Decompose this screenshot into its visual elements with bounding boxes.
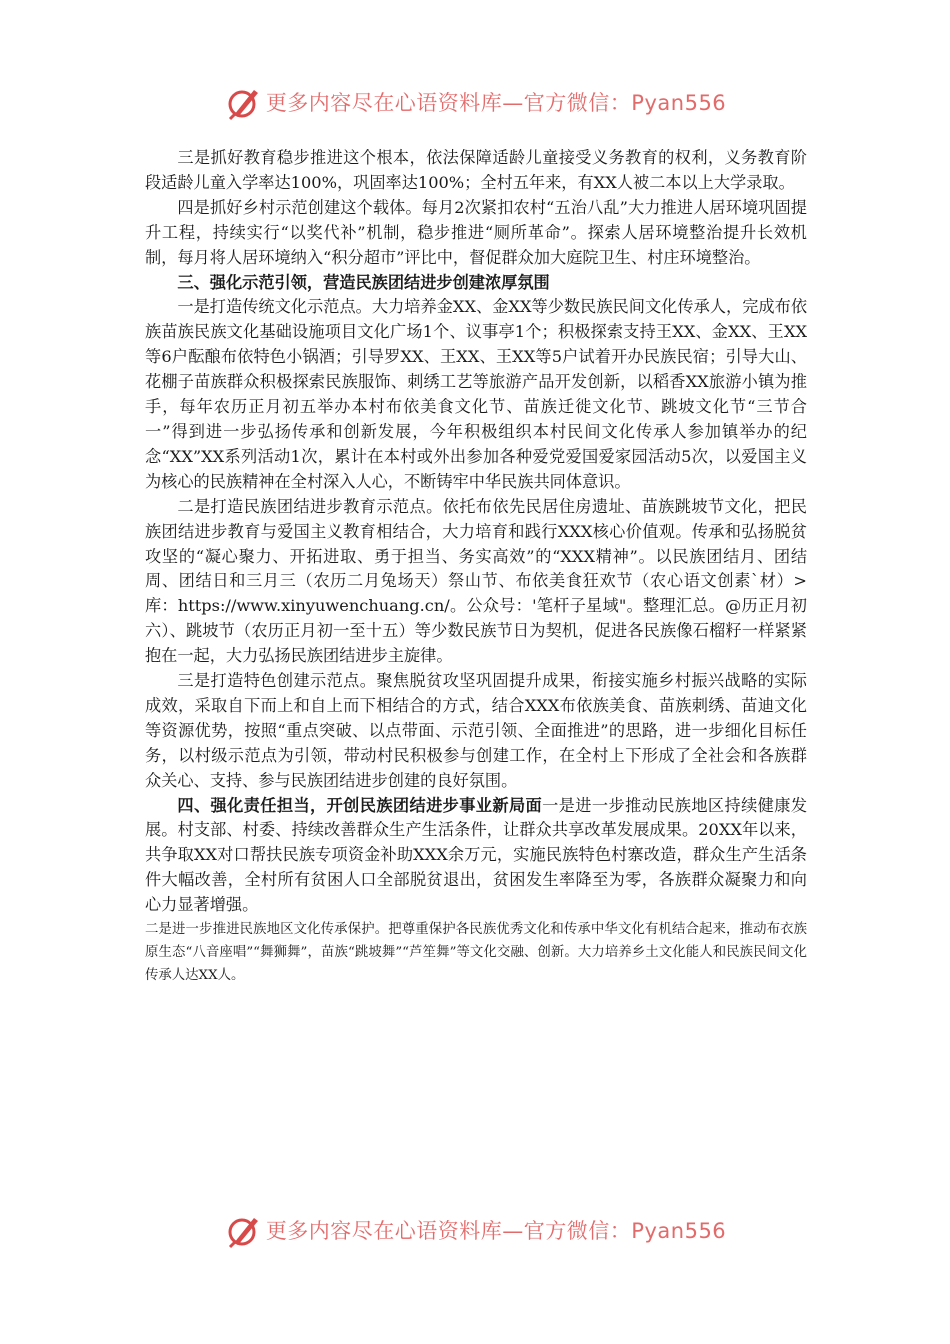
watermark-banner-top <box>0 82 950 122</box>
section-heading-4: 四、强化责任担当，开创民族团结进步事业新局面 <box>177 795 543 815</box>
watermark-banner-bottom <box>0 1210 950 1250</box>
watermark-text: 更多内容尽在心语资料库—官方微信：Pyan556 <box>265 1219 727 1243</box>
watermark-text: 更多内容尽在心语资料库—官方微信：Pyan556 <box>265 91 727 115</box>
pen-logo-icon <box>224 1210 264 1250</box>
paragraph-special-demo: 三是打造特色创建示范点。聚焦脱贫攻坚巩固提升成果，衔接实施乡村振兴战略的实际成效，采取自下而上和自上而下相结合的方式，结合XXX布依族美食、苗族刺绣、苗迪文化等资源优势，按照“重点突破、以点带面、示范引领、全面推进”的思路，进一步细化目标任务，以村级示范点为引领，带动村民积极参与创建工作，在全村上下形成了全社会和各族群众关心、支持、参与民族团结进步创建的良好氛围。 <box>145 671 807 790</box>
paragraph-section-4 <box>145 794 807 919</box>
paragraph-culture-demo: 一是打造传统文化示范点。大力培养金XX、金XX等少数民族民间文化传承人，完成布依族苗族民族文化基础设施项目文化广场1个、议事亭1个；积极探索支持王XX、金XX、王XX等6户酝酿布依特色小锅酒；引导罗XX、王XX、王XX等5户试着开办民族民宿；引导大山、花棚子苗族群众积极探索民族服饰、刺绣工艺等旅游产品开发创新，以稻香XX旅游小镇为推手，每年农历正月初五举办本村布依美食文化节、苗族迁徙文化节、跳坡文化节“三节合一”得到进一步弘扬传承和创新发展，今年积极组织本村民间文化传承人参加镇举办的纪念“XX”XX系列活动1次，累计在本村或外出参加各种爱党爱国爱家园活动5次，以爱国主义为核心的民族精神在全村深入人心，不断铸牢中华民族共同体意识。 <box>145 297 807 491</box>
section-4-body: 一是进一步推动民族地区持续健康发展。村支部、村委、持续改善群众生产生活条件，让群众共享改革发展成果。20XX年以来，共争取XX对口帮扶民族专项资金补助XXX余万元，实施民族特色村寨改造，群众生产生活条件大幅改善，全村所有贫困人口全部脱贫退出，贫困发生率降至为零，各族群众凝聚力和向心力显著增强。 <box>145 795 808 915</box>
pen-logo-icon <box>224 82 264 122</box>
paragraph-closing: 二是进一步推进民族地区文化传承保护。把尊重保护各民族优秀文化和传承中华文化有机结合起来，推动布衣族原生态“八音座唱”“舞狮舞”，苗族“跳坡舞”“芦笙舞”等文化交融、创新。大力培养乡土文化能人和民族民间文化传承人达XX人。 <box>145 922 807 984</box>
paragraph-unity-education: 二是打造民族团结进步教育示范点。依托布依先民居住房遗址、苗族跳坡节文化，把民族团结进步教育与爱国主义教育相结合，大力培育和践行XXX核心价值观。传承和弘扬脱贫攻坚的“凝心聚力、开拓进取、勇于担当、务实高效”的“XXX精神”。以民族团结月、团结周、团结日和三月三（农历二月兔场天）祭山节、布依美食狂欢节（农心语文创素`材）>库：https://www.xinyuwenchuang.cn/。公众号：'笔杆子星域"。整理汇总。@历正月初六）、跳坡节（农历正月初一至十五）等少数民族节日为契机，促进各民族像石榴籽一样紧紧抱在一起，大力弘扬民族团结进步主旋律。 <box>145 496 807 666</box>
paragraph-education: 三是抓好教育稳步推进这个根本，依法保障适龄儿童接受义务教育的权利，义务教育阶段适龄儿童入学率达100%，巩固率达100%；全村五年来，有XX人被二本以上大学录取。 <box>145 148 807 192</box>
paragraph-village-demo: 四是抓好乡村示范创建这个载体。每月2次紧扣农村“五治八乱”大力推进人居环境巩固提升工程，持续实行“以奖代补”机制，稳步推进“厕所革命”。探索人居环境整治提升长效机制，每月将人居环境纳入“积分超市”评比中，督促群众加大庭院卫生、村庄环境整治。 <box>145 197 807 267</box>
section-heading-3: 三、强化示范引领，营造民族团结进步创建浓厚氛围 <box>177 272 550 292</box>
document-body <box>145 146 807 987</box>
